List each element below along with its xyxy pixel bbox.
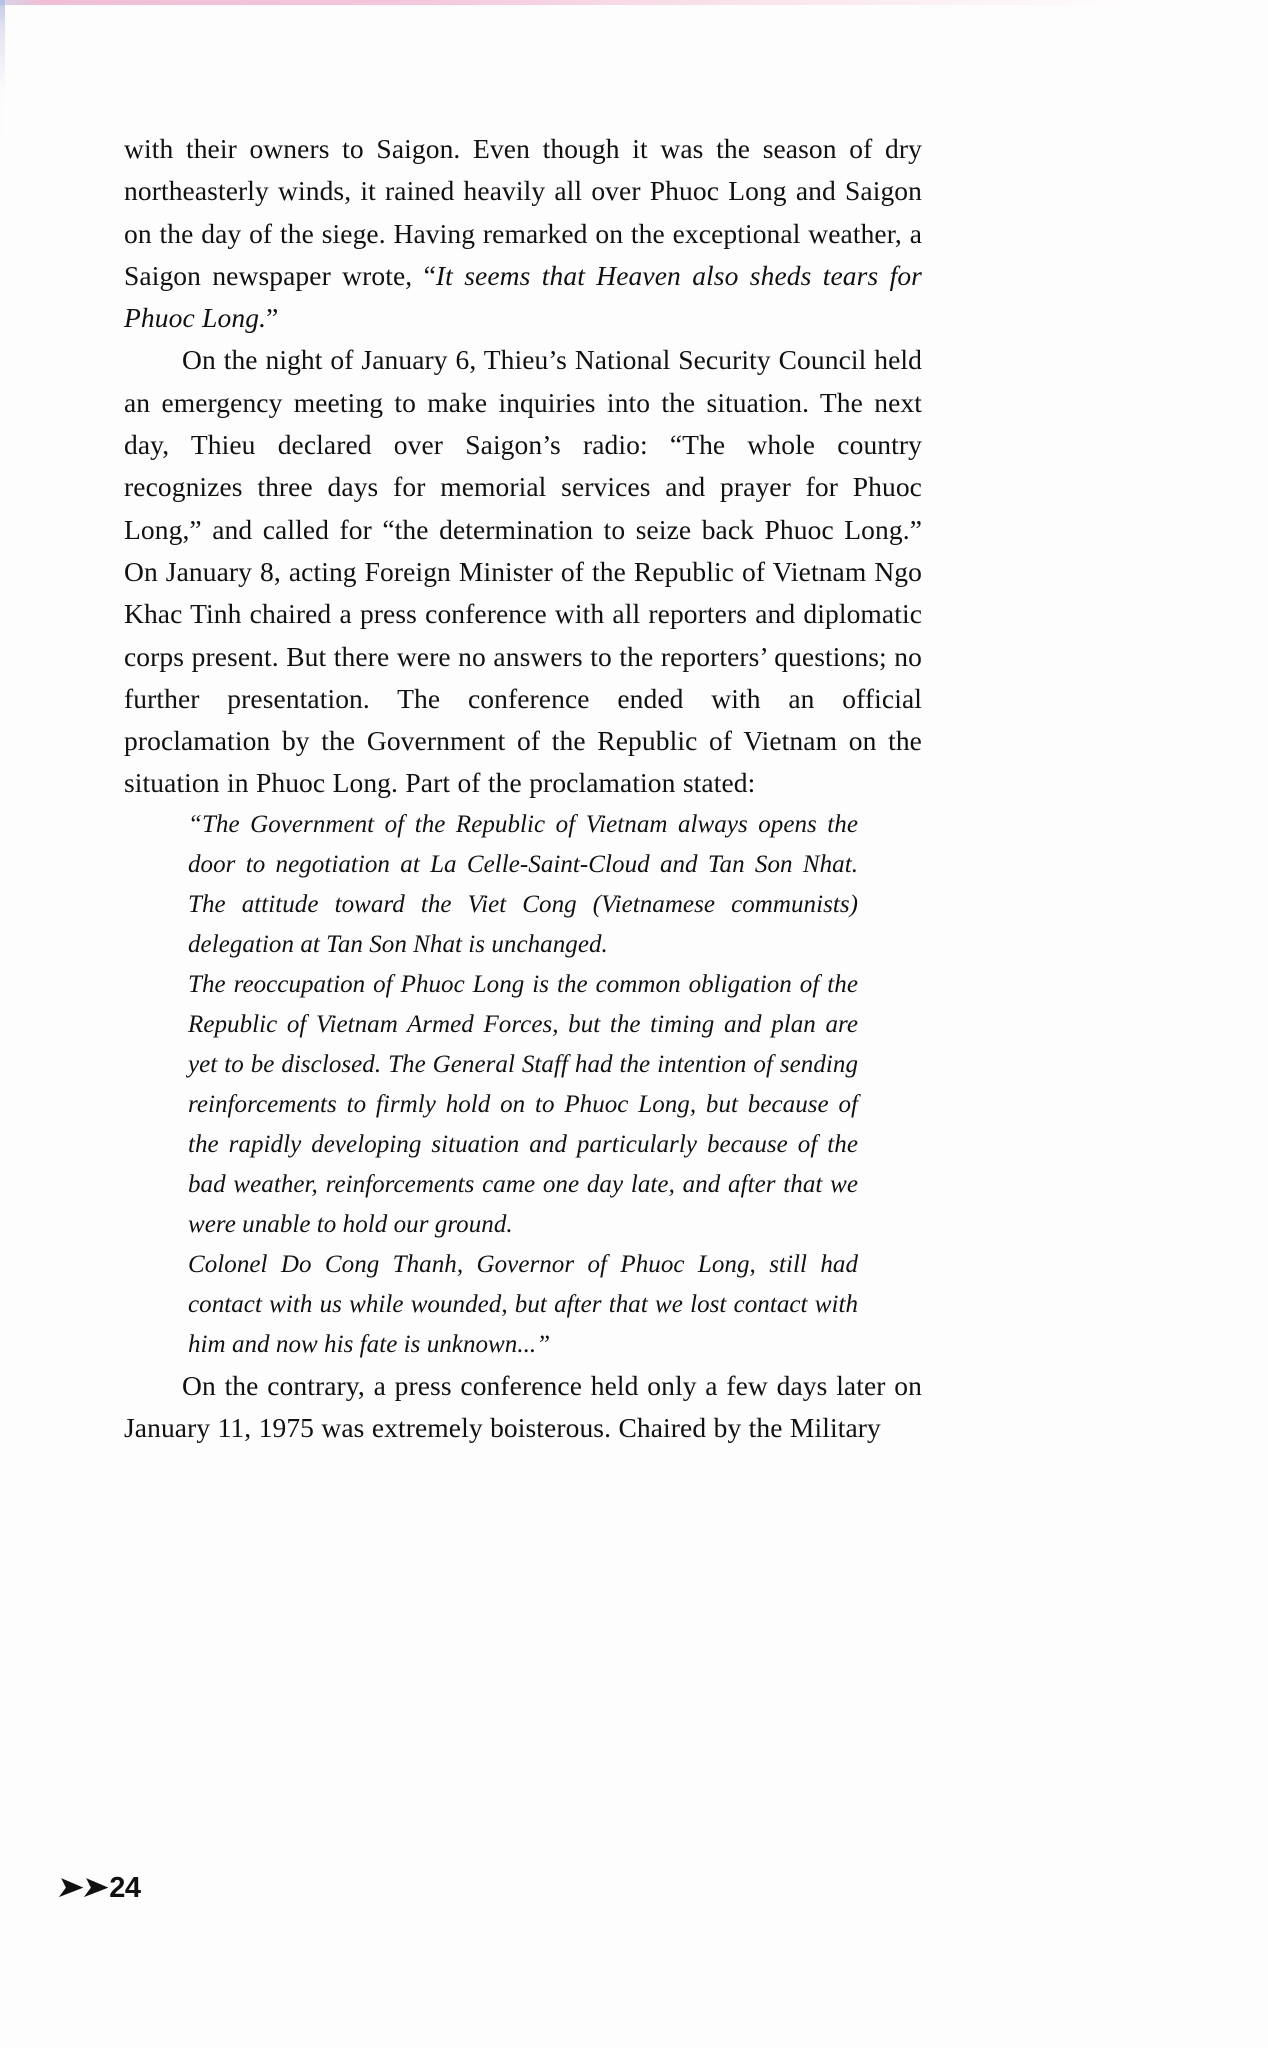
proclamation-paragraph-3: Colonel Do Cong Thanh, Governor of Phuoc Long, still had contact with us while wounded, but after that we lost contact with him and now his fate is unknown...” — [188, 1250, 858, 1358]
chevron-right-ornament-icon-2: ➤ — [79, 1870, 113, 1905]
paragraph-continued — [124, 128, 922, 339]
proclamation-blockquote — [124, 805, 858, 1365]
newspaper-quote-italic: It seems that Heaven also sheds tears for Phuoc Long. — [124, 259, 922, 334]
paragraph-three: On the contrary, a press conference held only a few days later on January 11, 1975 was extremely boisterous. Chaired by the Military — [124, 1369, 922, 1444]
scan-edge-left — [0, 0, 5, 150]
newspaper-quote-close: ” — [266, 302, 279, 334]
page-number: 24 — [109, 1871, 141, 1904]
page-content — [124, 128, 922, 1449]
page-footer — [54, 1870, 141, 1905]
chevron-right-ornament-icon: ➤ — [54, 1870, 88, 1905]
scan-edge-top — [0, 0, 1268, 5]
paragraph-continued-text: with their owners to Saigon. Even though it was the season of dry northeasterly winds, it rained heavily all over Phuoc Long and Saigon on the day of the siege. Having remarked on the exceptional weather, a Saigon newspaper wrote, “ — [124, 133, 922, 291]
proclamation-paragraph-1: “The Government of the Republic of Vietnam always opens the door to negotiation at La Celle-Saint-Cloud and Tan Son Nhat. The attitude toward the Viet Cong (Vietnamese communists) delegation at Tan Son Nhat is unchanged. — [188, 810, 858, 958]
paragraph-two: On the night of January 6, Thieu’s National Security Council held an emergency meeting to make inquiries into the situation. The next day, Thieu declared over Saigon’s radio: “The whole country recognizes three days for memorial services and prayer for Phuoc Long,” and called for “the determination to seize back Phuoc Long.” On January 8, acting Foreign Minister of the Republic of Vietnam Ngo Khac Tinh chaired a press conference with all reporters and diplomatic corps present. But there were no answers to the reporters’ questions; no further presentation. The conference ended with an official proclamation by the Government of the Republic of Vietnam on the situation in Phuoc Long. Part of the proclamation stated: — [124, 344, 922, 799]
proclamation-paragraph-2: The reoccupation of Phuoc Long is the common obligation of the Republic of Vietnam Armed Forces, but the timing and plan are yet to be disclosed. The General Staff had the intention of sending reinforcements to firmly hold on to Phuoc Long, but because of the rapidly developing situation and particularly because of the bad weather, reinforcements came one day late, and after that we were unable to hold our ground. — [188, 970, 858, 1238]
